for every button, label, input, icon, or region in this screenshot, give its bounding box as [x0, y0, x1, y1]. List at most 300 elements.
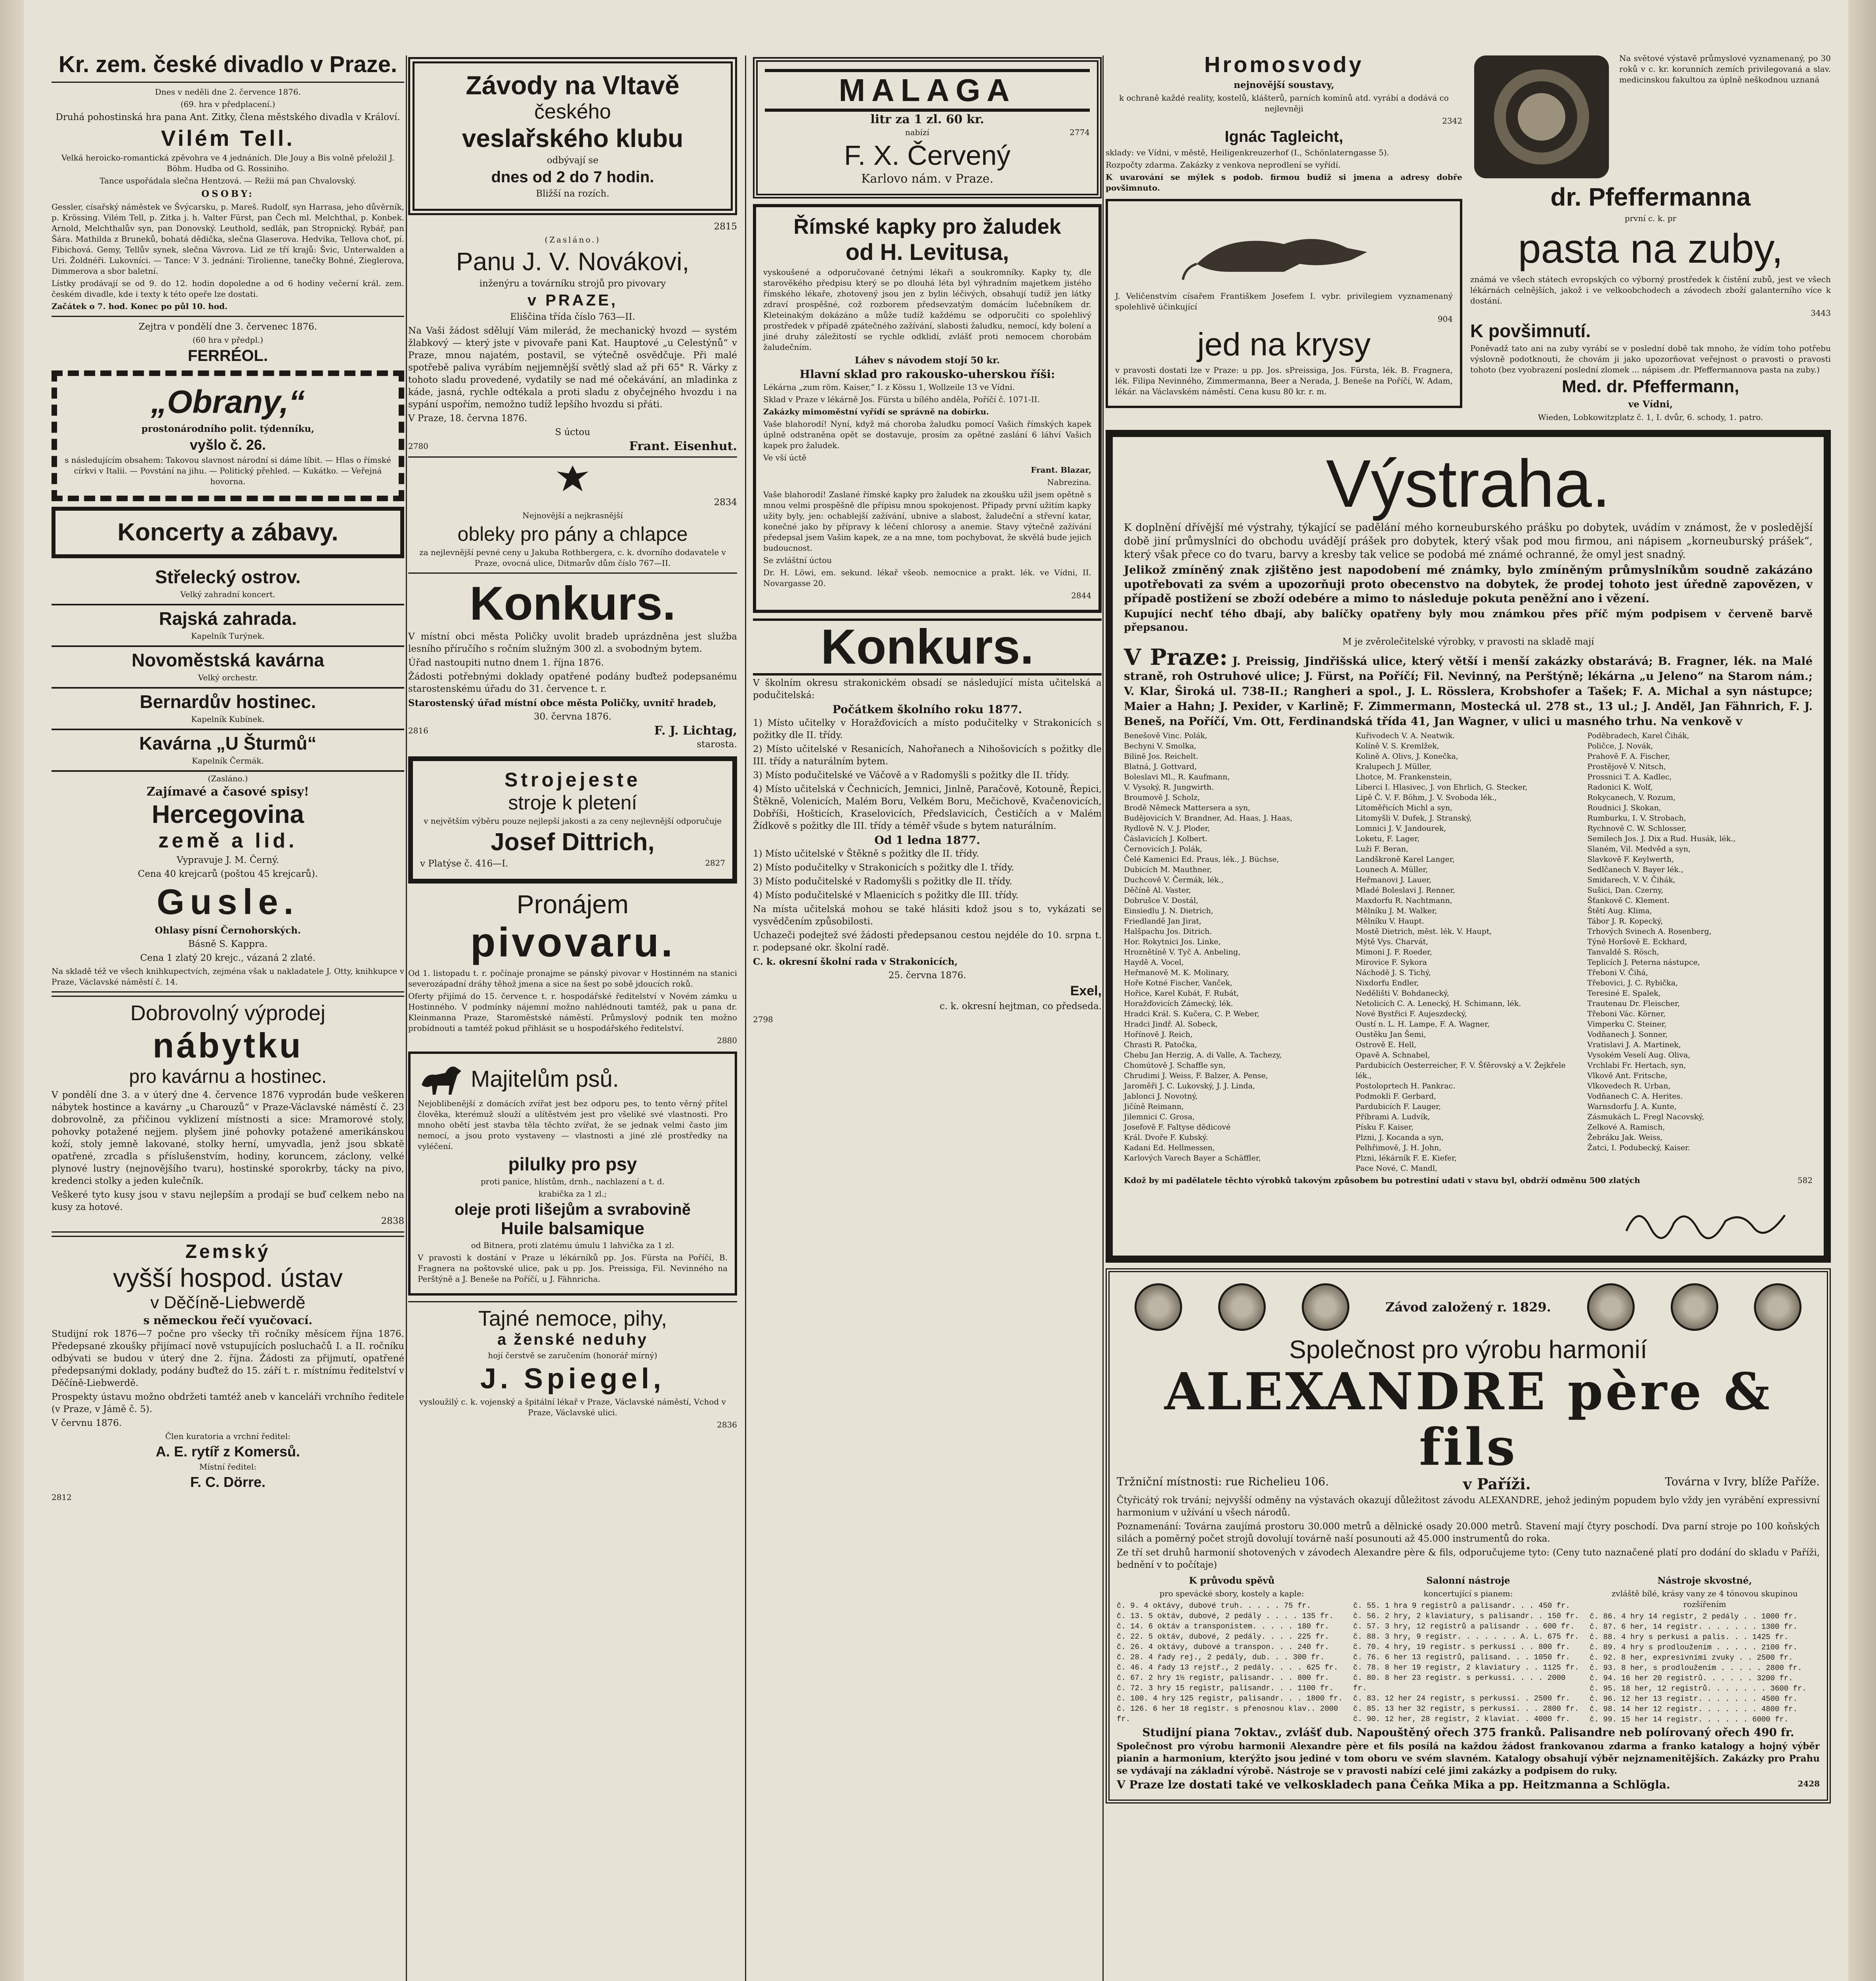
hrom-note: Rozpočty zdarma. Zakázky z venkova neprodlení se vyřídí.: [1106, 160, 1341, 170]
top-row: [1106, 52, 1831, 424]
divider: [52, 316, 404, 317]
town-entry: Einsiedlu J. N. Dietrich,: [1124, 907, 1213, 915]
towns-column: [1356, 731, 1581, 1174]
price-row: č. 80. 8 her 23 registr. s perkussí. . . . 2000 fr.: [1353, 1674, 1566, 1693]
town-entry: Maxdorfu R. Nachtmann,: [1355, 896, 1452, 905]
alex-table-sub: pro spevácké sbory, kostely a kaple:: [1159, 1589, 1304, 1598]
signature-scrawl: [1622, 1199, 1789, 1243]
town-entry: Rokycanech, V. Rozum,: [1587, 793, 1676, 802]
stroje-addr: v Platýse č. 416—I.: [420, 859, 508, 869]
price-row: č. 67. 2 hry 1½ registr, palisandr. . . 800 fr.: [1117, 1674, 1329, 1682]
konkurs-item: 4) Místo podučitelské v Mlaenicích s požitky dle III. třídy.: [753, 890, 1019, 901]
town-entry: Zásmukách L. Fregl Nacovský,: [1587, 1113, 1704, 1121]
konkurs-item: 3) Místo podučitelské ve Váčově a v Radomyšli s požitky dle II. třídy.: [753, 770, 1070, 781]
praze-text: J. Preissig, Jindřišská ulice, který větší i menší zakázky obstarává; B. Fragner, lék. na Malé straně, roh Ostruhové ulice; J. Fürst, na Poříčí; Fil. Nevinný, na Perštýně; lékárna „u Jeleno“ na Starom nám.; V. Klar, Široká ul. 738-II.; Rangheri a spol., J. L. Rösslera, Krobshofer a Tašek; F. A. Michal a syn nástupce; Maier a Hahn; J. Pexider, v Karlině; F. Zimmermann, Mostecká ul. 278 st., 13 ul.; J. Anděl, Jan Fähnrich, F. J. Beneš, na Poříčí, Vm. Ott, Ferdinandská třída 41, Jan Wagner, v ulici u masného trhu. Na venkově v: [1124, 655, 1813, 728]
vyprodej-sub: pro kavárnu a hostinec.: [129, 1066, 327, 1087]
town-entry: Čáslavicích J. Kolbert.: [1124, 834, 1208, 843]
town-entry: Hor. Rokytnici Jos. Linke,: [1124, 937, 1221, 946]
alex-table-title: K průvodu spěvů: [1189, 1575, 1275, 1586]
town-entry: Litoměřicích Michl a syn,: [1355, 803, 1453, 812]
konkurs-item: 3) Místo podučitelské v Radomyšli s požitky dle II. třídy.: [753, 876, 1013, 887]
konkurs-item: 2) Místo podučitelky v Strakonicích s požitky dle I. třídy.: [753, 863, 1014, 873]
town-entry: Vlkovedech R. Urban,: [1587, 1082, 1671, 1090]
konkurs-title: Konkurs.: [753, 618, 1102, 676]
column-1: [52, 52, 404, 1981]
town-entry: Slavkově F. Keylwerth,: [1587, 855, 1674, 864]
town-entry: Prahově F. A. Fischer,: [1587, 752, 1670, 761]
page-right-edge: [1848, 0, 1876, 1981]
town-entry: Rydlově N. V. J. Ploder,: [1124, 824, 1210, 833]
price-row: č. 95. 18 her, 12 registrů. . . . . . . 3600 fr.: [1589, 1684, 1807, 1693]
ad-number: 2428: [1798, 1779, 1820, 1788]
alex-table-rows: [1117, 1601, 1347, 1724]
price-row: č. 100. 4 hry 125 registr, palisandr. . . 1800 fr.: [1117, 1694, 1343, 1703]
town-entry: Chrasti R. Patočka,: [1124, 1040, 1197, 1049]
rimske-testimonial2: Vaše blahorodí! Zaslané římské kapky pro žaludek na zkoušku užil jsem opětně s mnou velmi prospěšně dle přípisu mnou spokojenost. Připady první užitím kapky užity byly, jen: ochablejší zažívání, ubnive a slabost, žaludeční a střevní katar, konečné jako by přípravy k léčení chlorosy a anemie. Stavy výtečně zažívání předepsal jsem Vašim kapek, ze a na mne, tom pochybovat, že skvělá bude jejich budoucnost.: [763, 490, 1091, 553]
price-row: č. 26. 4 oktávy, dubové a transpon. . . 240 fr.: [1117, 1643, 1329, 1651]
venue-item: [52, 605, 404, 647]
rimske-testimonial2-close: Se zvláštní úctou: [763, 555, 832, 565]
town-entry: Kolíně V. S. Kremlžek,: [1355, 742, 1439, 750]
pilulky-sub: proti panice, hlístům, drnh., nachlazení a t. d.: [480, 1177, 665, 1186]
top-right-ads: [1470, 52, 1831, 424]
hrom-warn: K uvarování se mýlek s podob. firmou budiž si jmena a adresy dobře povšimnuto.: [1106, 172, 1462, 193]
town-entry: Dubicích M. Mauthner,: [1124, 865, 1212, 874]
konkurs-office: Starostenský úřad místní obce města Poličky, uvnitř hradeb,: [408, 698, 716, 708]
konkurs-sign: Exel,: [1070, 983, 1102, 998]
price-row: č. 88. 3 hry, 9 registr. . . . . . . A. L. 675 fr.: [1353, 1632, 1579, 1641]
town-entry: Postoloprtech H. Pankrac.: [1355, 1082, 1456, 1090]
malaga-offer-row: [765, 127, 1090, 138]
venue-name: Kavárna „U Šturmů“: [139, 733, 317, 754]
town-entry: Kuřivodech V. A. Neatwik.: [1355, 731, 1455, 740]
price-row: č. 88. 4 hry s perkusí a palis. . . 1425 fr.: [1589, 1633, 1789, 1641]
konkurs-date: 25. června 1876.: [888, 970, 967, 981]
town-entry: Benešově Vinc. Polák,: [1124, 731, 1207, 740]
town-entry: Oustí n. L. H. Lampe, F. A. Wagner,: [1355, 1020, 1490, 1029]
divider: [52, 82, 404, 83]
town-entry: Mělníku J. M. Walker,: [1355, 907, 1437, 915]
praze-block: [1124, 644, 1813, 729]
konkurs-item: 1) Místo učitelské v Štěkně s požitky dle II. třídy.: [753, 849, 979, 859]
price-row: č. 99. 15 her 14 registr. . . . . . 6000 fr.: [1589, 1715, 1789, 1724]
towns-column: [1587, 731, 1813, 1174]
hrom-name: Ignác Tagleicht,: [1225, 128, 1343, 145]
novak-footer: [408, 440, 737, 452]
town-entry: Chrudimi J. Weiss, F. Balzer, A. Pense,: [1124, 1071, 1268, 1080]
town-entry: Budějovicích V. Brandner, Ad. Haas, J. Haas,: [1124, 814, 1293, 823]
town-entry: Náchodě J. S. Tichý,: [1355, 968, 1431, 977]
alex-table: [1353, 1573, 1584, 1725]
alex-footer: Společnost pro výrobu harmonii Alexandre père et fils posílá na každou žádost frankovanou zdarma a franko katalogy a hojný výběr pianin a harmonium, kterýžto jsou jediné v tom oboru ve svém slavném. Katalogy obsahují výběr nejznamenitějších. Zakázky pro Prahu se vydávají na základní výrobě. Nástroje se v pravosti nabízí celé jimi zakázky a podpisem do ruky.: [1117, 1741, 1820, 1776]
malaga-ad: [753, 57, 1102, 198]
rimske-testimonial2-name: Dr. H. Löwi, em. sekund. lékař všeob. nemocnice a prakt. lék. ve Vídni, II. Novargasse 20.: [763, 568, 1091, 588]
konkurs-text2: Úřad nastoupiti nutno dnem 1. října 1876.: [408, 658, 604, 668]
gusle-author: Básně S. Kappra.: [188, 939, 268, 949]
town-entry: Hradci Král. S. Kučera, C. P. Weber,: [1124, 1010, 1260, 1018]
malaga-name: F. X. Červený: [844, 140, 1011, 171]
zavody-text: odbývají se: [546, 155, 599, 166]
town-entry: Liberci I. Hlasivec, J. von Ehrlich, G. Stecker,: [1355, 783, 1528, 792]
obrany-ad: [52, 370, 404, 501]
town-entry: Jičíně Reimann,: [1124, 1102, 1184, 1111]
town-entry: Vodňanech J. Sonner,: [1587, 1030, 1668, 1039]
town-entry: Kralupech J. Müller,: [1355, 762, 1432, 771]
hrom-title: Hromosvody: [1204, 52, 1364, 77]
price-row: č. 89. 4 hry s prodloužením . . . . . 2100 fr.: [1589, 1643, 1798, 1652]
town-entry: Landškroně Karel Langer,: [1355, 855, 1455, 864]
obrany-issue: vyšlo č. 26.: [189, 437, 266, 453]
price-row: č. 94. 16 her 20 registrů. . . . . . 3200 fr.: [1589, 1674, 1793, 1683]
koncerty-box: [52, 507, 404, 558]
town-entry: Brodě Německ Mattersera a syn,: [1124, 803, 1251, 812]
zemsky-sign1: Člen kuratoria a vrchní ředitel:: [165, 1431, 291, 1441]
town-entry: Štětí Aug. Klima,: [1587, 907, 1652, 915]
price-row: č. 14. 6 oktáv a transponistem. . . . . 180 fr.: [1117, 1622, 1329, 1631]
theatre-debut: Druhá pohostinská hra pana Ant. Zitky, člena městského divadla v Královí.: [55, 112, 400, 122]
rimske-testimonial: Vaše blahorodí! Nyní, když má choroba žaludku pomocí Vašich římských kapek úplně odstraněna opět se dostavuje, prosím za opětné zaslání 6 láhví Vašich kapek pro žaludek.: [763, 419, 1091, 450]
alex-praha: V Praze lze dostati také ve velkoskladech pana Čeňka Mika a pp. Heitzmanna a Schlögla.: [1117, 1778, 1670, 1791]
konkurs-text: V místní obci města Poličky uvolit bradeb uprázdněna jest služba lesního příručího s ročním služným 300 zl. a svobodným bytem.: [408, 632, 737, 654]
venues-list: [52, 564, 404, 772]
tajne-title: Tajné nemoce, pihy,: [478, 1307, 667, 1330]
town-entry: Heřmanovi J. Lauer,: [1355, 876, 1432, 884]
column-rule: [745, 55, 746, 1981]
next-date: Zejtra v pondělí dne 3. červenec 1876.: [138, 322, 317, 332]
obrany-title: „Obrany,“: [151, 384, 305, 420]
alex-table-rows: [1589, 1611, 1820, 1725]
column-2: [408, 52, 737, 1981]
town-entry: Broumově J. Scholz,: [1124, 793, 1200, 802]
zemsky-sign2: Místní ředitel:: [199, 1462, 257, 1471]
pronajem-title: Pronájem: [516, 889, 629, 919]
medal-icon: [1135, 1283, 1182, 1331]
town-entry: Bechyni V. Smolka,: [1124, 742, 1197, 750]
town-entry: Hořice, Karel Kubát, F. Rubát,: [1124, 989, 1239, 998]
psu-title: Majitelům psů.: [471, 1066, 619, 1092]
theatre-date: Dnes v neděli dne 2. července 1876.: [155, 87, 301, 97]
praze-label: V Praze:: [1124, 644, 1228, 670]
town-entry: Nové Bystřici F. Aujeszdecký,: [1355, 1010, 1467, 1018]
town-entry: Vysokém Veselí Aug. Oliva,: [1587, 1051, 1691, 1059]
tajne-sub: a ženské neduhy: [497, 1331, 648, 1348]
hrom-addr: sklady: ve Vídni, v městě, Heiligenkreuzerhof (I., Schönlaterngasse 5).: [1106, 148, 1389, 157]
town-entry: Dobrušce V. Dostál,: [1124, 896, 1198, 905]
town-entry: Podmokli F. Gerbard,: [1355, 1092, 1437, 1101]
price-row: č. 98. 14 her 12 registr. . . . . . . 4800 fr.: [1589, 1705, 1798, 1714]
price-row: č. 92. 8 her, expresivními zvuky . . 2500 fr.: [1589, 1653, 1793, 1662]
rimske-testimonial-name: Frant. Blazar,: [1031, 465, 1091, 475]
pf-rank: první c. k. pr: [1624, 214, 1677, 223]
zemsky-title: Zemský: [185, 1241, 271, 1262]
stroje-title: Strojejeste: [504, 769, 641, 791]
price-row: č. 90. 12 her, 28 registr, 2 klaviat. . 4000 fr.: [1353, 1715, 1570, 1723]
town-entry: Rumburku, I. V. Strobach,: [1587, 814, 1686, 823]
price-row: č. 46. 4 řady 13 rejstř., 2 pedály. . . . 625 fr.: [1117, 1663, 1338, 1672]
pronajem-text2: Oferty přijímá do 15. července t. r. hospodářské ředitelství v Novém zámku u Hostinného. V podmínky nájemní možno nahlédnouti tamtéž, pak u pana dr. Kleinmanna Praze, Staroměstské náměstí. Průmyslový podnik ten možno probídnouti a tamtéž pokud přihlásit se u hospodářského ředitelství.: [408, 991, 737, 1033]
ad-number: 2880: [717, 1036, 737, 1045]
zemsky-lang: s německou řečí vyučovací.: [143, 1314, 313, 1327]
vystraha-warn-row: [1124, 1175, 1813, 1186]
zemsky-name2: F. C. Dörre.: [190, 1474, 266, 1490]
vyprodej-title: Dobrovolný výprodej: [130, 1001, 326, 1025]
malaga-title: MALAGA: [765, 69, 1090, 112]
town-entry: Pardubicích Oesterreicher, F. V. Šťěrovský a V. Žejkřele lék.,: [1355, 1061, 1566, 1080]
osoby-label: OSOBY:: [201, 189, 254, 199]
town-entry: Mělníku V. Haupt.: [1355, 917, 1425, 926]
alex-text: Čtyřicátý rok trvání; nejvyšší odměny na výstavách okazují důležitost závodu ALEXANDRE, jehož jediným popudem bylo vždy jen vyrábění expressivní harmonium v užívání u všech národů.: [1117, 1495, 1820, 1518]
town-entry: Kolině A. Olivs, J. Konečka,: [1355, 752, 1458, 761]
pronajem-big: pivovaru.: [470, 920, 675, 966]
alex-table: [1589, 1573, 1820, 1725]
town-entry: Vimperku C. Steiner,: [1587, 1020, 1667, 1029]
price-row: č. 22. 5 oktáv, dubové, 2 pedály. . . . 225 fr.: [1117, 1632, 1329, 1641]
zemsky-text2: Prospekty ústavu možno obdržeti tamtéž aneb v kanceláři vrchního ředitele (v Praze, v Jámě č. 5).: [52, 1392, 404, 1414]
novak-city: v PRAZE,: [527, 292, 618, 309]
town-entry: Plzni, lékárník F. E. Kiefer,: [1355, 1154, 1457, 1162]
venue-name: Novoměstská kavárna: [132, 650, 324, 670]
zasl-label: (Zasláno.): [544, 235, 601, 244]
town-entry: Loketu, F. Lager,: [1355, 834, 1420, 843]
ad-number: 2836: [717, 1420, 737, 1429]
herceg-price: Cena 40 krejcarů (poštou 45 krejcarů).: [138, 869, 318, 879]
pf-header: [1470, 52, 1831, 182]
town-entry: Opavě A. Schnabel,: [1355, 1051, 1430, 1059]
rimske-testimonial-close: Ve vší úctě: [763, 453, 807, 462]
play-desc: Velká heroicko-romantická zpěvohra ve 4 jednáních. Dle Jouy a Bis volně přeložil J. Böhm. Hudba od G. Rossiniho.: [61, 153, 395, 173]
town-entry: Šťankově C. Klement.: [1587, 896, 1670, 905]
alex-addr-row: [1117, 1475, 1820, 1493]
alex-table-sub: zvláště bílé, krásy vany ze 4 tónovou skupinou rozšířením: [1611, 1589, 1798, 1609]
town-entry: Tábor J. R. Kopecký,: [1587, 917, 1663, 926]
ad-number: 582: [1797, 1176, 1813, 1185]
obrany-text: s následujícím obsahem: Takovou slavnost národní si dáme líbit. — Hlas o římské církvi v Italii. — Povstání na jihu. — Politický přehled. — Kukátko. — Veřejná hovorna.: [65, 455, 391, 486]
novak-close: S úctou: [555, 427, 590, 437]
konkurs-item: 2) Místo učitelské v Resanicích, Nahořanech a Nihošovicích s požitky dle III. třídy a naturálním bytem.: [753, 744, 1102, 767]
town-entry: Mostě Dietrich, měst. lék. V. Haupt,: [1355, 927, 1492, 936]
divider: [52, 991, 404, 997]
page-left-edge: [0, 0, 24, 1981]
ad-number: 2780: [408, 441, 428, 451]
ad-number: 2342: [1442, 116, 1462, 126]
zemsky-place: v Děčíně-Liebwerdě: [150, 1293, 306, 1312]
pronajem-text: Od 1. listopadu t. r. počínaje pronajme se pánský pivovar v Hostinném na stanici severozápadní dráhy těhož jmena a sice na šest po sobě jdoucích roků.: [408, 968, 737, 989]
town-entry: Trautenau Dr. Fleischer,: [1587, 999, 1680, 1008]
price-row: č. 126. 6 her 18 registr. s přenosnou klav.. 2000 fr.: [1117, 1704, 1338, 1723]
alex-text3: Ze tří set druhů harmonií shotovených v závodech Alexandre père & fils, odporučujeme tyto: (Ceny tuto naznačené platí pro dodání do skladu v Paříži, bednění v to počítaje): [1117, 1548, 1820, 1570]
ad-number: 2834: [714, 497, 737, 508]
alex-company: Společnost pro výrobu harmonií: [1289, 1335, 1647, 1364]
town-entry: Třebovici, J. C. Rybička,: [1587, 979, 1678, 987]
vystraha-signature: [1124, 1187, 1813, 1244]
town-entry: Pelhřimově, J. H. John,: [1355, 1143, 1442, 1152]
town-entry: Vratislavi J. A. Martinek,: [1587, 1040, 1681, 1049]
price-row: č. 13. 5 oktáv, dubové, 2 pedály . . . . 135 fr.: [1117, 1612, 1334, 1620]
venue-item: [52, 564, 404, 605]
psu-header: [418, 1061, 728, 1097]
town-entry: Nedělišti V. Bohdanecký,: [1355, 989, 1450, 998]
ad-number: 2798: [753, 1015, 773, 1024]
divider: [408, 1301, 737, 1302]
town-entry: Friedlandě Jan Jirat,: [1124, 917, 1202, 926]
herceg-author: Vypravuje J. M. Černý.: [176, 855, 279, 865]
next-title: FERRÉOL.: [187, 347, 268, 365]
vystraha-text3: Kupující nechť tého dbají, aby balíčky opatřeny byly mou známkou přes příč mým podpisem v červeně barvě přepsanou.: [1124, 608, 1813, 634]
town-entry: Teresiné E. Spalek,: [1587, 989, 1661, 998]
alex-pianos: Studijní piana 7oktav., zvlášť dub. Napouštěný ořech 375 franků. Palisandre neb polírovaný ořech 490 fr.: [1142, 1726, 1794, 1739]
town-entry: Příbrami A. Ludvík,: [1355, 1113, 1430, 1121]
alex-table-title: Nástroje skvostné,: [1657, 1575, 1752, 1586]
herceg-sub: země a lid.: [158, 829, 298, 852]
town-entry: Warnsdorfu J. A. Kunte,: [1587, 1102, 1677, 1111]
konkurs-date: 30. června 1876.: [533, 712, 612, 722]
town-entry: Písku F. Kaiser,: [1355, 1123, 1414, 1132]
vystraha-ad: [1106, 430, 1831, 1263]
rimske-text: vyskoušené a odporučované četnými lékaři a soukromníky. Kapky ty, dle starověkého předpisu který se po dlouhá léta byl výhradním majetkem jistého římského lékaře, zhotovený jsou jen z bylin léčivých, obsahují tudíž jen látky zdraví prospěšné, což rozborem předsevzatým domácím lučebníkem dr. Kleteinakým dokázáno a může tudíž každému se odporučiti co spolehlivý prostředek v případě zpátečného zažívání, slabosti žaludku, nemocí, kdy bolení a jiné druhy záležitostí se rychle odklidí, zvlášť proti nemocem chorobám žaludečním.: [763, 267, 1091, 352]
venue-item: [52, 689, 404, 730]
spiegel-text: vysloužilý c. k. vojenský a špitální lékař v Praze, Václavské náměstí, Vchod v Praze, Václavské ulici.: [419, 1397, 726, 1417]
town-entry: Lipě Č. V. F. Böhm, J. V. Svoboda lék.,: [1355, 793, 1497, 802]
town-entry: Chomútově J. Schaffle syn,: [1124, 1061, 1226, 1070]
psu-order: V pravosti k dostání v Praze u lékárníků pp. Jos. Fürsta na Poříčí, B. Fragnera na poštovské ulice, pak u pp. Jos. Preissiga, Fil. Nevinného na Perštýně a J. Beneše na Poříčí, u J. Fähnricha.: [418, 1253, 728, 1284]
ad-number: 2838: [381, 1216, 404, 1226]
town-entry: Černovicích J. Polák,: [1124, 845, 1202, 853]
rimske-store3: Zakázky mimoměstní vyřídí se správně na dobírku.: [763, 407, 989, 416]
alex-table-sub: koncertující s pianem:: [1423, 1589, 1513, 1598]
gusle-title: Gusle.: [157, 882, 299, 922]
price-row: č. 56. 2 hry, 2 klaviatury, s palisandr. . 150 fr.: [1353, 1612, 1579, 1620]
novak-text: Na Vaši žádost sdělují Vám milerád, že mechanický hvozd — systém žlabkový — který jste v pivovaře pani Kat. Hauptové „u Celestýnů“ v Praze, mnou najatém, postavil, se výtečně osvědčuje. Při malé spotřebě paliva vyrábím nejjemnější světlý slad až při 65° R. Várky z tohoto sladu provedené, vydatily se nad mé očekávání, an mladinka z káde, jasná, rychle odtékala a proti sladu z obyčejného hvozdu i na sypání uspořím, nemožno tudíž lepšího hvozdu si přáti.: [408, 326, 737, 410]
obleky-title: obleky pro pány a chlapce: [457, 523, 688, 545]
price-row: č. 9. 4 oktávy, dubové truh. . . . . 75 fr.: [1117, 1601, 1311, 1610]
medals-row: [1117, 1283, 1820, 1331]
vystraha-sale: M je zvěrolečitelské výrobky, v pravosti na skladě mají: [1342, 637, 1594, 647]
psu-ad: [408, 1052, 737, 1296]
town-entry: Netolicích C. A. Lenecký, H. Schimann, lék.: [1355, 999, 1521, 1008]
price-row: č. 57. 3 hry, 12 registrů a palisandr . . 600 fr.: [1353, 1622, 1575, 1631]
town-entry: Luži F. Beran,: [1355, 845, 1408, 853]
tickets-info: Lístky prodávají se od 9. do 12. hodin dopoledne a od 6 hodiny večerní král. zem. českém divadle, kde i texty k této opeře lze dostati.: [52, 279, 404, 299]
ad-number: 2815: [714, 221, 737, 232]
venue-name: Rajská zahrada.: [159, 608, 297, 629]
play-dance: Tance uspořádala slečna Hentzová. — Režii má pan Chvalovský.: [99, 176, 356, 185]
konkurs-sub2: Od 1 ledna 1877.: [874, 834, 980, 847]
venue-item: [52, 730, 404, 772]
alex-table-title: Salonní nástroje: [1426, 1575, 1510, 1586]
next-hra: (60 hra v předpl.): [192, 335, 264, 345]
konkurs-item: 1) Místo učitelky v Horažďovicích a místo podučitelky v Strakonicích s požitky dle II. třídy.: [753, 718, 1102, 740]
pf-crown: Na světové výstavě průmyslové vyznamenaný, po 30 roků v c. kr. korunních zemích privilegovaná a slav. medicinskou fakultou za úplně neškodnou uznaná: [1619, 53, 1831, 84]
herceg-title: Hercegovina: [151, 800, 304, 828]
vyprodej-note: Veškeré tyto kusy jsou v stavu nejlepším a prodají se buď celkem nebo na kusy za hotové.: [52, 1190, 404, 1212]
gusle-sub: Ohlasy písní Černohorských.: [155, 925, 301, 936]
medal-icon: [1754, 1283, 1801, 1331]
town-entry: Semilech Jos. J. Dix a Rud. Husák, lék.,: [1587, 834, 1736, 843]
konkurs-note: Na místa učitelská mohou se také hlásiti kdož jsou s to, vykázati se vysvědčením způsobilosti.: [753, 904, 1102, 927]
town-entry: Mýtě Vys. Charvát,: [1355, 937, 1429, 946]
alex-name: ALEXANDRE père & fils: [1164, 1362, 1772, 1477]
venue-name: Bernardův hostinec.: [139, 691, 316, 712]
price-row: č. 86. 4 hry 14 registr, 2 pedály . . 1000 fr.: [1589, 1612, 1798, 1621]
town-entry: Nixdorfu Endler,: [1355, 979, 1419, 987]
town-entry: Horažďovicích Zámecký, lék.: [1124, 999, 1233, 1008]
theatre-hra: (69. hra v předplacení.): [180, 99, 275, 109]
pasta-title: pasta na zuby,: [1518, 226, 1783, 272]
town-entry: Tanvaldě S. Rösch,: [1587, 948, 1659, 956]
stroje-name: Josef Dittrich,: [491, 828, 655, 856]
rimske-store: Lékárna „zum röm. Kaiser,“ I. z Kössu 1, Wollzeile 13 ve Vídni.: [763, 382, 1015, 392]
zavody-club: veslařského klubu: [462, 124, 684, 153]
divider: [408, 573, 737, 574]
ad-number: 2827: [705, 858, 725, 868]
novak-title: Panu J. V. Novákovi,: [456, 247, 690, 276]
spiegel-name: J. Spiegel,: [480, 1363, 665, 1395]
town-entry: Prostějově V. Nitsch,: [1587, 762, 1666, 771]
medal-icon: [1218, 1283, 1266, 1331]
huile-sub: od Bitnera, proti zlatému úmulu 1 lahvička za 1 zl.: [471, 1241, 674, 1250]
zemsky-name1: A. E. rytíř z Komersů.: [155, 1443, 300, 1460]
pilulky-price: krabička za 1 zl.;: [538, 1189, 607, 1199]
pf-city: ve Vídni,: [1628, 399, 1673, 410]
rimske-title: Římské kapky pro žaludek: [793, 215, 1061, 239]
ad-number: 2816: [408, 726, 428, 735]
town-entry: Vlkově Ant. Fritsche,: [1587, 1071, 1668, 1080]
column-3: [753, 52, 1102, 1981]
town-entry: Blatná, J. Gottvard,: [1124, 762, 1197, 771]
town-entry: Jilemnici C. Grosa,: [1124, 1113, 1195, 1121]
town-entry: Poděbradech, Karel Čihák,: [1587, 731, 1689, 740]
medal-icon: [1671, 1283, 1718, 1331]
town-entry: Třeboni V. Čihá,: [1587, 968, 1648, 977]
town-entry: Lounech A. Müller,: [1355, 865, 1428, 874]
alex-table: [1117, 1573, 1347, 1725]
price-row: č. 76. 6 her 13 registrů, palisand. . . 1050 fr.: [1353, 1653, 1570, 1662]
medal-seal-icon: [1470, 52, 1613, 182]
konkurs-role: c. k. okresní hejtman, co předseda.: [940, 1001, 1102, 1011]
town-entry: V. Vysoký, R. Jungwirth.: [1124, 783, 1214, 792]
vystraha-warn: Kdož by mi padělatele těchto výrobků takovým způsobem bu potrestiní udati v stavu byl, obdrží odměnu 500 zlatých: [1124, 1176, 1640, 1185]
venue-note: Velký zahradní koncert.: [180, 590, 275, 599]
ad-number: 2774: [1070, 128, 1090, 137]
price-row: č. 78. 8 her 19 registr, 2 klaviatury . . 1125 fr.: [1353, 1663, 1579, 1672]
hrom-sub: nejnovější soustavy,: [1234, 80, 1334, 90]
town-entry: Vodňanech C. A. Herites.: [1587, 1092, 1683, 1101]
town-entry: Jaroměři J. C. Lukovský, J. J. Linda,: [1124, 1082, 1255, 1090]
rimske-price: Láhev s návodem stojí 50 kr.: [854, 355, 1000, 366]
stroje-text: v největším výběru pouze nejlepší jakosti a za ceny nejlevnější odporučuje: [424, 816, 722, 826]
novak-sub: inženýru a továrníku strojů pro pivovary: [479, 279, 666, 289]
povsim-title: K povšimnutí.: [1470, 321, 1591, 341]
town-entry: Rychnově C. W. Schlosser,: [1587, 824, 1687, 833]
malaga-addr: Karlovo nám. v Praze.: [861, 172, 993, 186]
town-entry: Mladé Boleslavi J. Renner,: [1355, 886, 1456, 895]
dog-icon: [418, 1061, 465, 1097]
rimske-author: od H. Levitusa,: [845, 239, 1009, 265]
town-entry: Slaném, Vil. Medvěd a syn,: [1587, 845, 1691, 853]
vystraha-title: Výstraha.: [1326, 446, 1611, 521]
venue-note: Kapelník Turýnek.: [191, 631, 265, 641]
zavody-title: Závody na Vltavě: [466, 71, 680, 100]
alex-table-rows: [1353, 1601, 1584, 1724]
zavody-more: Bližší na rozích.: [536, 189, 609, 199]
stroje-big: stroje k pletení: [508, 792, 637, 814]
tajne-text: hojí čerstvě se zaručením (honorář mírný): [488, 1351, 657, 1360]
price-row: č. 96. 12 her 13 registr. . . . . . . 4500 fr.: [1589, 1695, 1798, 1703]
town-entry: Bilině Jos. Reichelt.: [1124, 752, 1199, 761]
stroje-ad: [408, 756, 737, 884]
alex-praha-row: [1117, 1779, 1820, 1791]
krysy-ad: [1106, 199, 1462, 408]
